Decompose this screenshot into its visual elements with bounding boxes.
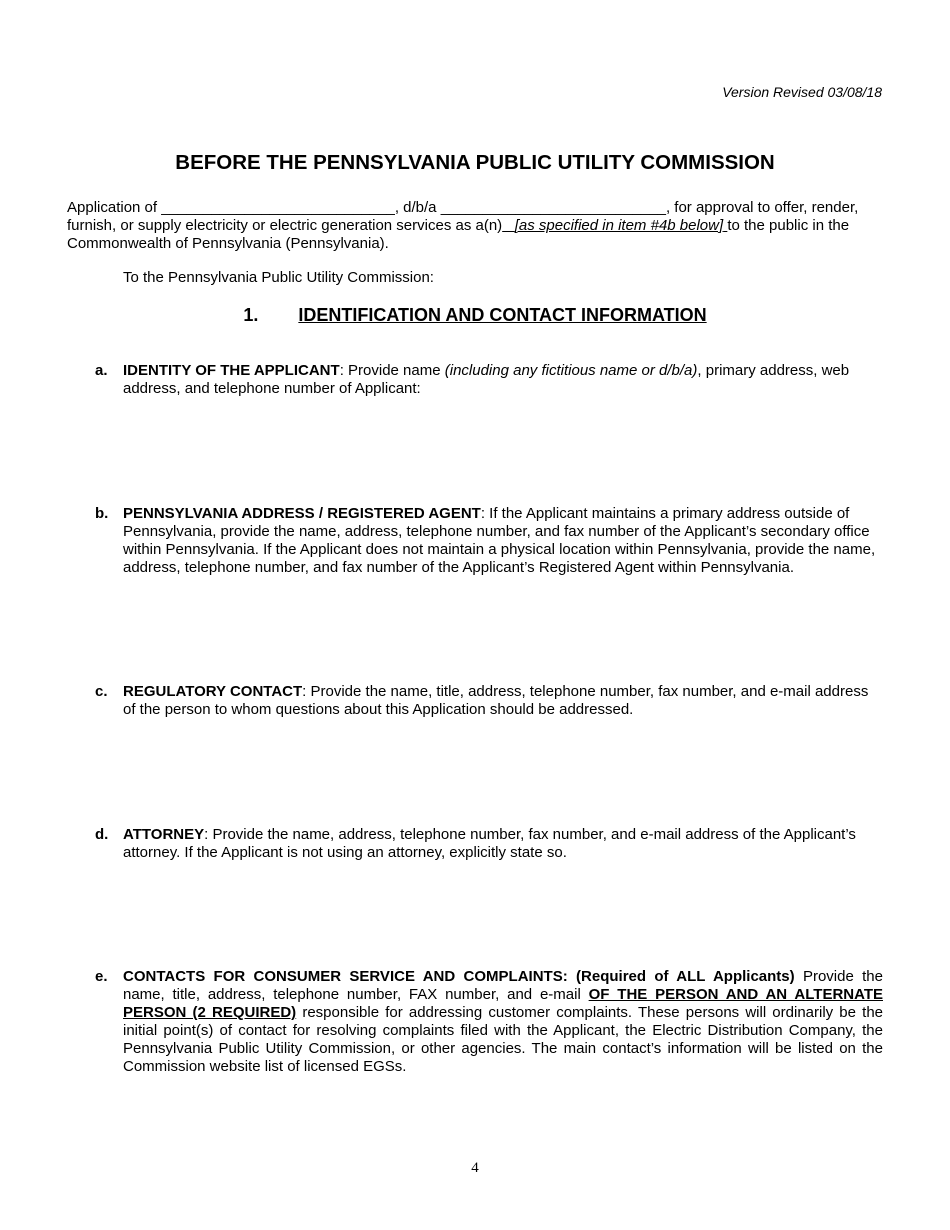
- version-revised-label: Version Revised 03/08/18: [722, 84, 882, 100]
- dba-name-blank[interactable]: ___________________________: [440, 199, 666, 216]
- application-text-1: Application of: [67, 199, 162, 216]
- item-text-2: responsible for addressing customer complaints. These persons will ordinarily be the initial point(s) of contact for resolving complaints filed with the Applicant, the Electric Distribution Company, the Pennsylvania Public Utility Commission, or other agencies. The main contact’s information will be listed on the Commission website list of licensed EGSs.: [123, 1004, 883, 1075]
- application-paragraph: [67, 199, 883, 253]
- item-body: [123, 826, 883, 862]
- item-body: [123, 968, 883, 1076]
- item-body: [123, 683, 883, 719]
- item-text: : If the Applicant maintains a primary address outside of Pennsylvania, provide the name, address, telephone number, and fax number of the Applicant’s secondary office within Pennsylvania. If the Applicant does not maintain a physical location within Pennsylvania, provide the name, address, telephone number, and fax number of the Applicant’s Registered Agent within Pennsylvania.: [123, 505, 876, 576]
- applicant-name-blank[interactable]: ____________________________: [161, 199, 395, 216]
- item-label: REGULATORY CONTACT: [123, 683, 303, 700]
- item-letter: d.: [95, 826, 109, 843]
- specified-spacer: [502, 217, 515, 234]
- item-letter: e.: [95, 968, 108, 985]
- item-letter: c.: [95, 683, 108, 700]
- item-text: Provide the name, title, address, telephone number, FAX number, and e-mail: [123, 968, 883, 1003]
- application-text-4: to the public in the Commonwealth of Pennsylvania (Pennsylvania).: [67, 217, 850, 252]
- item-letter: b.: [95, 505, 109, 522]
- item-label: ATTORNEY: [123, 826, 205, 843]
- item-text: : Provide the name, title, address, telephone number, fax number, and e-mail address of the person to whom questions about this Application should be addressed.: [123, 683, 869, 718]
- item-c-regulatory-contact: [95, 683, 883, 719]
- item-e-consumer-contacts: [95, 968, 883, 1076]
- item-text-2: , primary address, web address, and telephone number of Applicant:: [123, 362, 850, 397]
- section-heading: [0, 305, 950, 326]
- salutation: To the Pennsylvania Public Utility Commission:: [123, 269, 434, 286]
- item-body: [123, 362, 883, 398]
- item-body: [123, 505, 883, 577]
- item-text: : Provide the name, address, telephone number, fax number, and e-mail address of the Applicant’s attorney. If the Applicant is not using an attorney, explicitly state so.: [123, 826, 856, 861]
- item-italic-text: (including any fictitious name or d/b/a): [444, 362, 698, 379]
- specified-item-reference: [as specified in item #4b below]: [514, 217, 724, 234]
- section-title: IDENTIFICATION AND CONTACT INFORMATION: [298, 305, 707, 325]
- item-d-attorney: [95, 826, 883, 862]
- item-letter: a.: [95, 362, 108, 379]
- item-label: PENNSYLVANIA ADDRESS / REGISTERED AGENT: [123, 505, 481, 522]
- item-emphasis: OF THE PERSON AND AN ALTERNATE PERSON (2 REQUIRED): [123, 986, 883, 1021]
- item-label: IDENTITY OF THE APPLICANT: [123, 362, 340, 379]
- page-number: 4: [471, 1160, 479, 1176]
- item-a-identity: [95, 362, 883, 398]
- item-b-pennsylvania-address: [95, 505, 883, 577]
- application-text-3: , for approval to offer, render, furnish, or supply electricity or electric generation services as a(n): [67, 199, 859, 234]
- item-label: CONTACTS FOR CONSUMER SERVICE AND COMPLAINTS: (Required of ALL Applicants): [123, 968, 795, 985]
- item-text: : Provide name: [339, 362, 445, 379]
- section-number: 1.: [243, 305, 259, 325]
- application-text-2: , d/b/a: [394, 199, 441, 216]
- document-title: BEFORE THE PENNSYLVANIA PUBLIC UTILITY COMMISSION: [175, 151, 775, 174]
